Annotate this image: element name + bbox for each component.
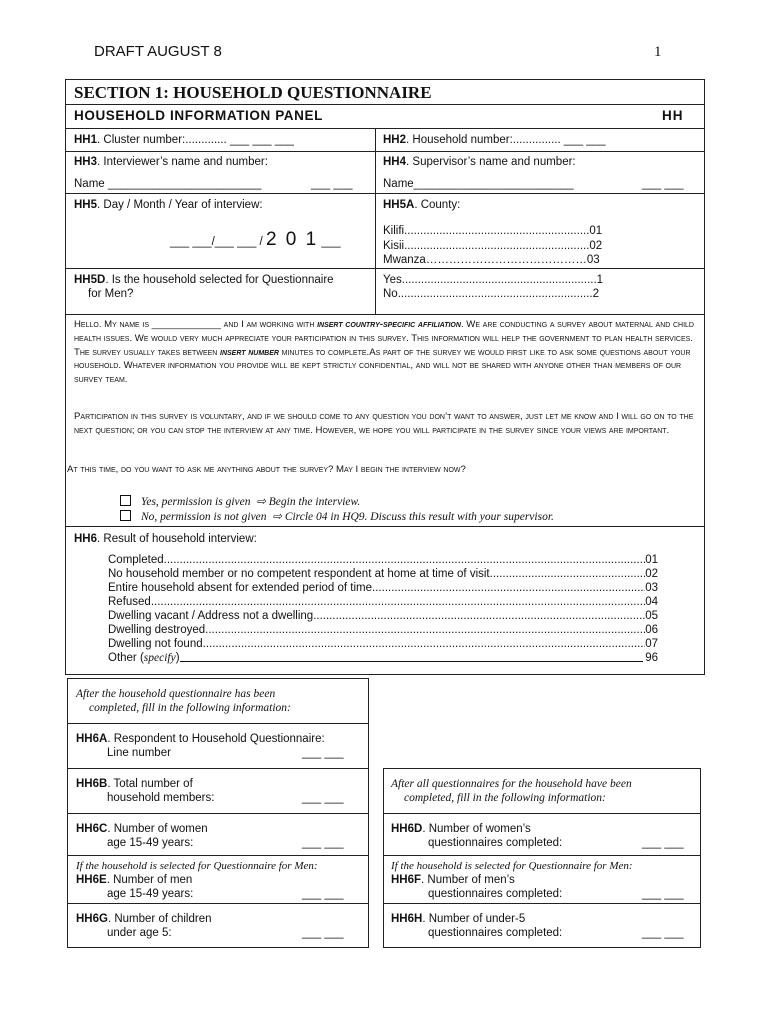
hh6h-line2: questionnaires completed: [428, 927, 563, 939]
hh6c-label: HH6C. Number of women [76, 823, 208, 835]
consent-paragraph-1: Hello. My name is _____________ and I am working with insert country-specific affiliation. We are conducting a survey about maternal and child health issues. We would very much appreciate your participation in this survey. This information will help the government to plan health services. The survey usually takes between insert number minutes to complete.As part of the survey we would first like to ask some questions about your household. Whatever information you provide will be kept strictly confidential, and will not be shared with anyone other than members of our survey team. [74, 319, 694, 386]
panel-title: HOUSEHOLD INFORMATION PANEL [74, 108, 323, 123]
county-option-kisii[interactable]: Kisii..........................................................02 [383, 240, 603, 252]
hh6-option-destroyed[interactable]: Dwelling destroyed ..... 06 [108, 623, 658, 637]
checkbox-icon[interactable] [120, 495, 131, 506]
permission-given-option[interactable]: Yes, permission is given ⇨ Begin the interview. [120, 495, 360, 509]
hh5d-label-cont: for Men? [88, 288, 134, 300]
section-title: SECTION 1: HOUSEHOLD QUESTIONNAIRE [74, 83, 432, 102]
hh5-label: HH5. Day / Month / Year of interview: [74, 199, 263, 211]
hh3-name-field[interactable]: Name ________________________ [74, 178, 262, 190]
hh6-option-completed[interactable]: Completed ..... 01 [108, 553, 658, 567]
hh5-date-field[interactable]: ___ ___/___ ___ / 2 0 1 ___ [170, 229, 341, 250]
hh6g-label: HH6G. Number of children [76, 913, 212, 925]
hh6b-field[interactable]: ___ ___ [302, 792, 344, 804]
hh6-option-no-member[interactable]: No household member or no competent respondent at home at time of visit ..... 02 [108, 567, 658, 581]
hh6-label: HH6. Result of household interview: [74, 533, 257, 545]
hh6b-line2: household members: [107, 792, 215, 804]
page-number: 1 [654, 44, 662, 60]
hh6h-label: HH6H. Number of under-5 [391, 913, 526, 925]
right-men-note: If the household is selected for Questionnaire for Men: [391, 860, 633, 872]
hh6a-field[interactable]: ___ ___ [302, 747, 344, 759]
hh3-label: HH3. Interviewer’s name and number: [74, 156, 268, 168]
hh6f-label: HH6F. Number of men’s [391, 874, 515, 886]
hh5d-label: HH5D. Is the household selected for Questionnaire [74, 274, 334, 286]
hh6-option-vacant[interactable]: Dwelling vacant / Address not a dwelling ..... 05 [108, 609, 658, 623]
hh6f-line2: questionnaires completed: [428, 888, 563, 900]
hh2-field[interactable]: HH2. Household number:............... ___ ___ [383, 134, 606, 146]
hh5a-label: HH5A. County: [383, 199, 461, 211]
arrow-right-icon: ⇨ [272, 511, 282, 523]
county-option-mwanza[interactable]: Mwanza……………………………………03 [383, 254, 600, 266]
hh6c-field[interactable]: ___ ___ [302, 837, 344, 849]
consent-question: At this time, do you want to ask me anything about the survey? May I begin the interview now? [67, 464, 466, 475]
consent-paragraph-2: Participation in this survey is voluntary, and if we should come to any question you don’t want to answer, just let me know and I will go on to the next question; or you can stop the interview at any time. However, we hope you will participate in the survey since your views are important. [74, 411, 694, 436]
hh6-option-absent[interactable]: Entire household absent for extended period of time ..... 03 [108, 581, 658, 595]
hh6h-field[interactable]: ___ ___ [642, 927, 684, 939]
hh6f-field[interactable]: ___ ___ [642, 888, 684, 900]
left-men-note: If the household is selected for Questionnaire for Men: [76, 860, 318, 872]
hh4-name-field[interactable]: Name_________________________ [383, 178, 574, 190]
panel-code: HH [662, 108, 684, 123]
arrow-right-icon: ⇨ [256, 496, 266, 508]
hh1-field[interactable]: HH1. Cluster number:............. ___ ___ ___ [74, 134, 294, 146]
hh6-option-refused[interactable]: Refused ..... 04 [108, 595, 658, 609]
left-intro-line1: After the household questionnaire has been [76, 688, 276, 700]
hh6g-line2: under age 5: [107, 927, 172, 939]
hh6b-label: HH6B. Total number of [76, 778, 193, 790]
draft-label: DRAFT AUGUST 8 [94, 43, 222, 60]
hh6d-label: HH6D. Number of women’s [391, 823, 531, 835]
hh3-number-field[interactable]: ___ ___ [311, 178, 353, 190]
hh6a-line2: Line number [107, 747, 171, 759]
checkbox-icon[interactable] [120, 510, 131, 521]
men-option-no[interactable]: No.............................................................2 [383, 288, 600, 300]
men-option-yes[interactable]: Yes.............................................................1 [383, 274, 604, 286]
hh6a-label: HH6A. Respondent to Household Questionnaire: [76, 733, 325, 745]
permission-not-given-option[interactable]: No, permission is not given ⇨ Circle 04 in HQ9. Discuss this result with your supervisor. [120, 510, 554, 524]
hh4-number-field[interactable]: ___ ___ [642, 178, 684, 190]
hh6-option-other[interactable]: Other ( specify ) 96 [108, 652, 658, 664]
hh6d-field[interactable]: ___ ___ [642, 837, 684, 849]
hh4-label: HH4. Supervisor’s name and number: [383, 156, 576, 168]
right-intro-line1: After all questionnaires for the household have been [391, 778, 632, 790]
hh6d-line2: questionnaires completed: [428, 837, 563, 849]
hh6e-label: HH6E. Number of men [76, 874, 193, 886]
right-intro-line2: completed, fill in the following information: [404, 792, 606, 804]
county-option-kilifi[interactable]: Kilifi..........................................................01 [383, 225, 603, 237]
hh6e-line2: age 15-49 years: [107, 888, 194, 900]
hh6e-field[interactable]: ___ ___ [302, 888, 344, 900]
hh6c-line2: age 15-49 years: [107, 837, 194, 849]
hh6-option-not-found[interactable]: Dwelling not found ..... 07 [108, 637, 658, 651]
hh6g-field[interactable]: ___ ___ [302, 927, 344, 939]
left-intro-line2: completed, fill in the following information: [89, 702, 291, 714]
